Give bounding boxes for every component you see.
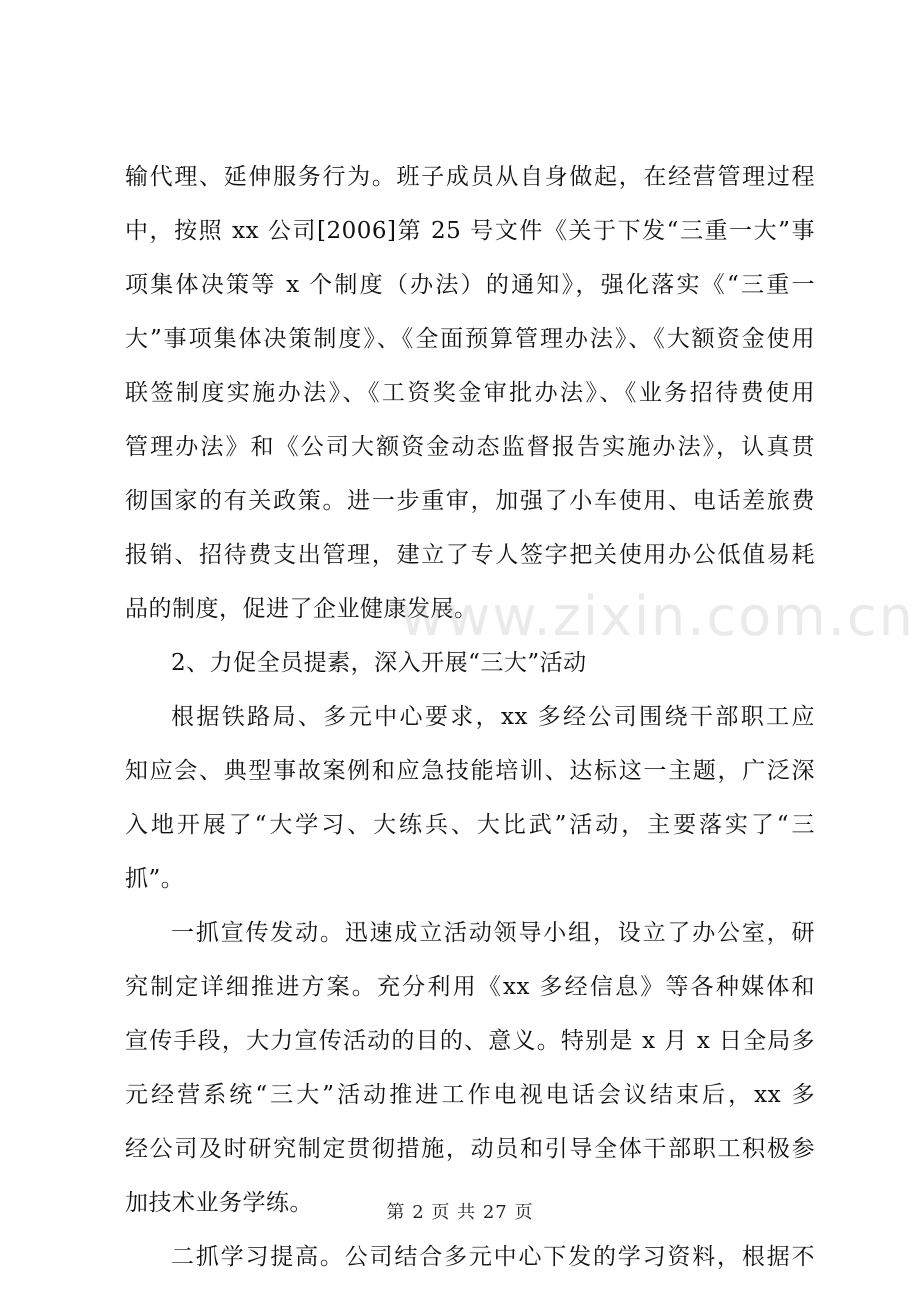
text-line: 联签制度实施办法》、《工资奖金审批办法》、《业务招待费使用: [125, 380, 815, 406]
text-line: 中，按照 xx 公司[2006]第 25 号文件《关于下发“三重一大”事: [125, 218, 815, 244]
text-line: 经公司及时研究制定贯彻措施，动员和引导全体干部职工积极参: [125, 1136, 815, 1162]
section-heading: 2、力促全员提素，深入开展“三大”活动: [171, 650, 587, 676]
text-line: 入地开展了“大学习、大练兵、大比武”活动，主要落实了“三: [125, 812, 815, 838]
text-line: 抓”。: [125, 866, 185, 892]
watermark: www.zixin.com.cn: [400, 585, 915, 648]
text-line: 二抓学习提高。公司结合多元中心下发的学习资料，根据不: [171, 1244, 815, 1270]
page-number-footer: 第 2 页 共 27 页: [386, 1202, 534, 1223]
text-line: 究制定详细推进方案。充分利用《xx 多经信息》等各种媒体和: [125, 974, 815, 1000]
text-line: 输代理、延伸服务行为。班子成员从自身做起，在经营管理过程: [125, 164, 815, 190]
text-line: 彻国家的有关政策。进一步重审，加强了小车使用、电话差旅费: [125, 488, 815, 514]
text-line: 加技术业务学练。: [125, 1190, 313, 1216]
document-body: [125, 150, 815, 1284]
text-line: 管理办法》和《公司大额资金动态监督报告实施办法》，认真贯: [125, 434, 815, 460]
text-line: 大”事项集体决策制度》、《全面预算管理办法》、《大额资金使用: [125, 326, 815, 352]
text-line: 品的制度，促进了企业健康发展。: [125, 596, 478, 622]
text-line: 元经营系统“三大”活动推进工作电视电话会议结束后，xx 多: [125, 1082, 815, 1108]
text-line: 宣传手段，大力宣传活动的目的、意义。特别是 x 月 x 日全局多: [125, 1028, 815, 1054]
text-line: 报销、招待费支出管理，建立了专人签字把关使用办公低值易耗: [125, 542, 815, 568]
text-line: 知应会、典型事故案例和应急技能培训、达标这一主题，广泛深: [125, 758, 815, 784]
text-line: 一抓宣传发动。迅速成立活动领导小组，设立了办公室，研: [171, 920, 815, 946]
text-line: 项集体决策等 x 个制度（办法）的通知》，强化落实《“三重一: [125, 272, 815, 298]
text-line: 根据铁路局、多元中心要求，xx 多经公司围绕干部职工应: [171, 704, 815, 730]
